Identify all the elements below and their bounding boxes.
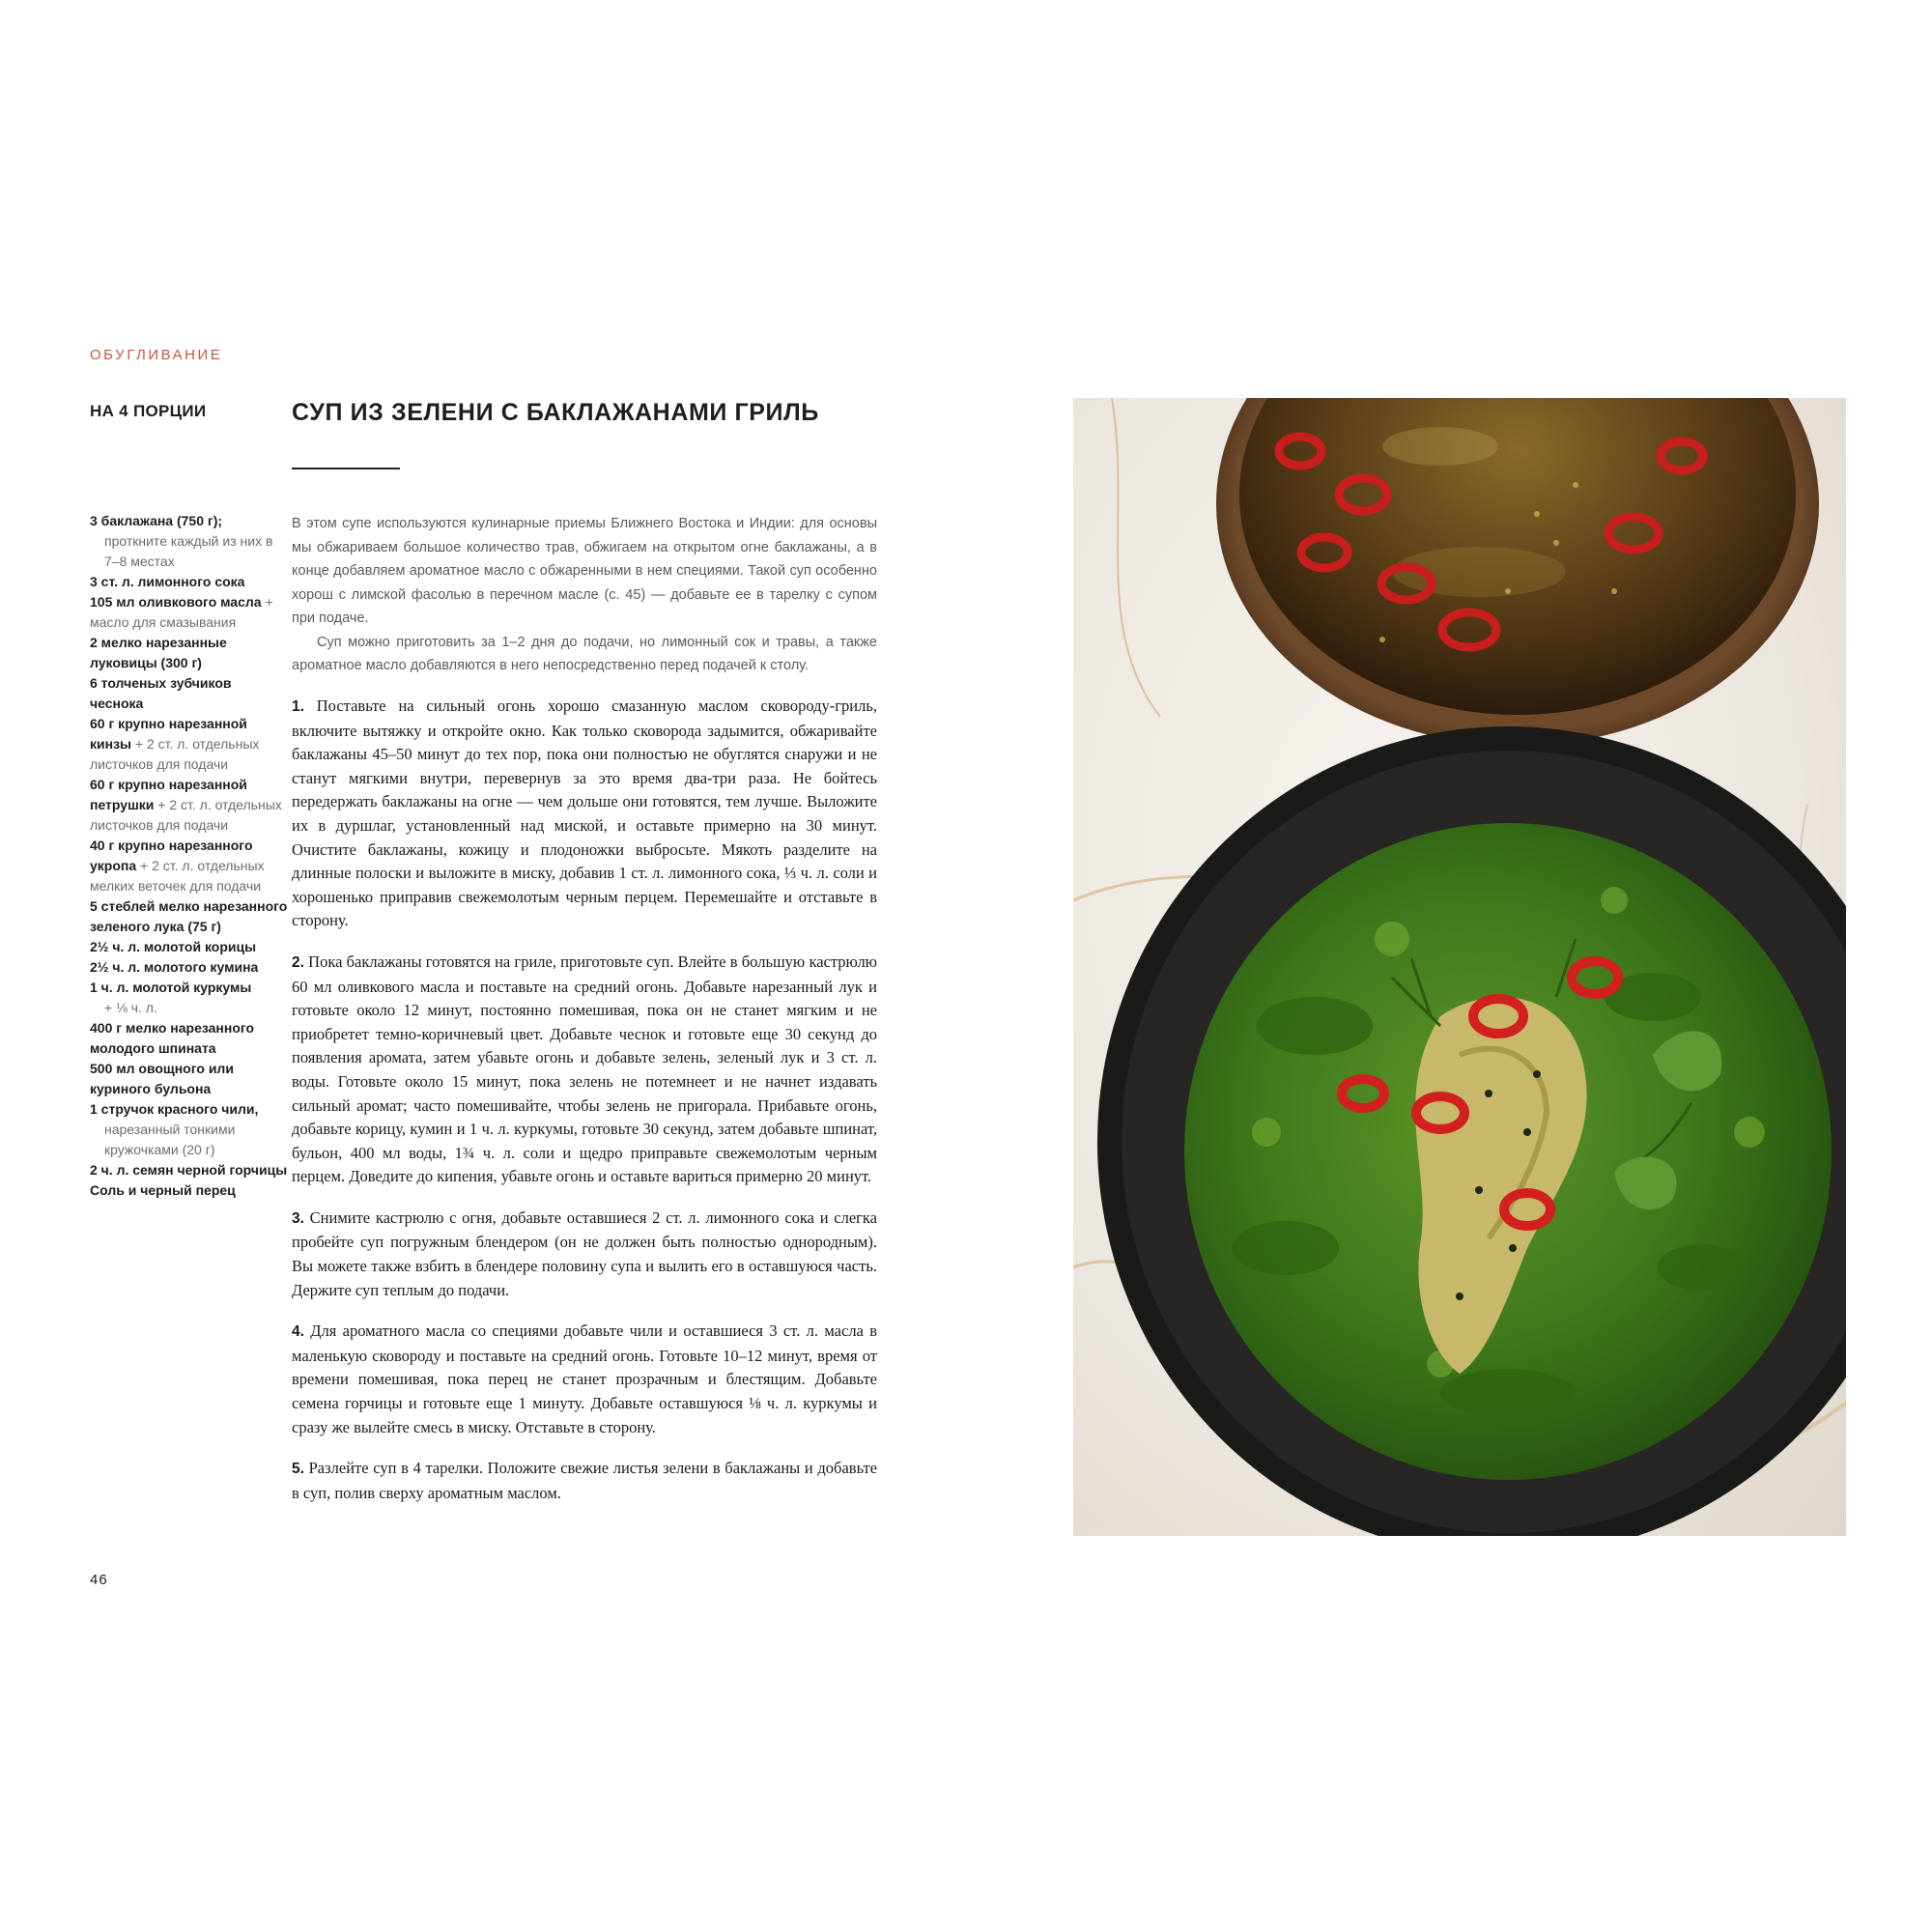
recipe-title: СУП ИЗ ЗЕЛЕНИ С БАКЛАЖАНАМИ ГРИЛЬ bbox=[292, 399, 819, 426]
ingredient-item: 40 г крупно нарезанного укропа + 2 ст. л. отдельных мелких веточек для подачи bbox=[90, 838, 265, 894]
recipe-steps bbox=[292, 695, 877, 1522]
ingredient-item: Соль и черный перец bbox=[90, 1182, 236, 1198]
section-label: ОБУГЛИВАНИЕ bbox=[90, 347, 223, 363]
title-divider bbox=[292, 468, 400, 469]
ingredient-item: 2 ч. л. семян черной горчицы bbox=[90, 1162, 288, 1178]
ingredient-item: 105 мл оливкового масла + масло для смазывания bbox=[90, 594, 273, 630]
page-number: 46 bbox=[90, 1572, 108, 1588]
ingredient-item: 6 толченых зубчиков чеснока bbox=[90, 675, 232, 711]
recipe-step: 5. Разлейте суп в 4 тарелки. Положите свежие листья зелени в баклажаны и добавьте в суп, полив сверху ароматным маслом. bbox=[292, 1459, 878, 1502]
ingredient-item: 2 мелко нарезанные луковицы (300 г) bbox=[90, 635, 227, 670]
ingredient-item: 500 мл овощного или куриного бульона bbox=[90, 1061, 234, 1096]
ingredient-item: 5 стеблей мелко нарезанного зеленого лука (75 г) bbox=[90, 898, 288, 934]
recipe-step: 1. Поставьте на сильный огонь хорошо смазанную маслом сковороду-гриль, включите вытяжку и откройте окно. Как только сковорода задымится, обжаривайте баклажаны 45–50 минут до тех пор, пока они полностью не обуглятся снаружи и не станут мягкими внутри, перевернув за это время два-три раза. Не бойтесь передержать баклажаны на огне — чем дольше они готовятся, тем лучше. Выложите их в дуршлаг, установленный над миской, и оставьте примерно на 30 минут. Очистите баклажаны, кожицу и плодоножки выбросьте. Мякоть разделите на длинные полоски и выложите в миску, добавив 1 ст. л. лимонного сока, ⅓ ч. л. соли и хорошенько приправив свежемолотым черным перцем. Перемешайте и отставьте в сторону. bbox=[292, 696, 877, 930]
recipe-step: 2. Пока баклажаны готовятся на гриле, приготовьте суп. Влейте в большую кастрюлю 60 мл оливкового масла и поставьте на средний огонь. Добавьте нарезанный лук и готовьте около 12 минут, постоянно помешивая, пока он не станет мягким и не приобретет темно-коричневый цвет. Добавьте чеснок и готовьте еще 30 секунд до появления аромата, затем убавьте огонь и добавьте зелень, зеленый лук и 3 ст. л. воды. Готовьте около 15 минут, пока зелень не потемнеет и не начнет издавать сильный аромат; часто помешивайте, чтобы зелень не пригорала. Прибавьте огонь, добавьте корицу, кумин и 1 ч. л. куркумы, готовьте 30 секунд, затем добавьте шпинат, бульон, 400 мл воды, 1¾ ч. л. соли и щедро приправьте свежемолотым черным перцем. Доведите до кипения, убавьте огонь и оставьте вариться примерно 20 минут. bbox=[292, 952, 878, 1186]
servings-label: НА 4 ПОРЦИИ bbox=[90, 402, 207, 420]
intro-paragraph: Суп можно приготовить за 1–2 дня до подачи, но лимонный сок и травы, а также ароматное масло добавляются в него непосредственно перед подачей к столу. bbox=[292, 634, 877, 673]
ingredient-item: 3 баклажана (750 г); проткните каждый из них в 7–8 местах bbox=[90, 513, 273, 569]
ingredients-list bbox=[90, 511, 288, 1201]
ingredient-item: 400 г мелко нарезанного молодого шпината bbox=[90, 1020, 255, 1056]
recipe-step: 4. Для ароматного масла со специями добавьте чили и оставшиеся 3 ст. л. масла в маленькую сковороду и поставьте на средний огонь. Готовьте 10–12 минут, время от времени помешивая, пока перец не станет прозрачным и блестящим. Добавьте семена горчицы и готовьте еще 1 минуту. Добавьте оставшуюся ⅛ ч. л. куркумы и сразу же вылейте смесь в миску. Отставьте в сторону. bbox=[292, 1321, 877, 1436]
ingredient-item: 3 ст. л. лимонного сока bbox=[90, 574, 245, 589]
soup-photo bbox=[1073, 398, 1846, 1536]
recipe-step: 3. Снимите кастрюлю с огня, добавьте оставшиеся 2 ст. л. лимонного сока и слегка пробейте суп погружным блендером (он не должен быть полностью однородным). Вы можете также взбить в блендере половину супа и вылить его в оставшуюся часть. Держите суп теплым до подачи. bbox=[292, 1208, 877, 1299]
ingredient-item: 2½ ч. л. молотого кумина bbox=[90, 959, 259, 975]
ingredient-item: 1 ч. л. молотой куркумы + ⅛ ч. л. bbox=[90, 980, 252, 1015]
intro-paragraph: В этом супе используются кулинарные приемы Ближнего Востока и Индии: для основы мы обжариваем большое количество трав, обжигаем на открытом огне баклажаны, а в конце добавляем ароматное масло с обжаренными в нем специями. Такой суп особенно хорош с лимской фасолью в перечном масле (с. 45) — добавьте ее в тарелку с супом при подаче. bbox=[292, 516, 877, 626]
ingredient-item: 60 г крупно нарезанной кинзы + 2 ст. л. отдельных листочков для подачи bbox=[90, 716, 260, 772]
ingredient-item: 1 стручок красного чили, нарезанный тонкими кружочками (20 г) bbox=[90, 1101, 259, 1157]
recipe-intro bbox=[292, 512, 877, 678]
ingredient-item: 2½ ч. л. молотой корицы bbox=[90, 939, 257, 954]
ingredient-item: 60 г крупно нарезанной петрушки + 2 ст. л. отдельных листочков для подачи bbox=[90, 777, 282, 833]
